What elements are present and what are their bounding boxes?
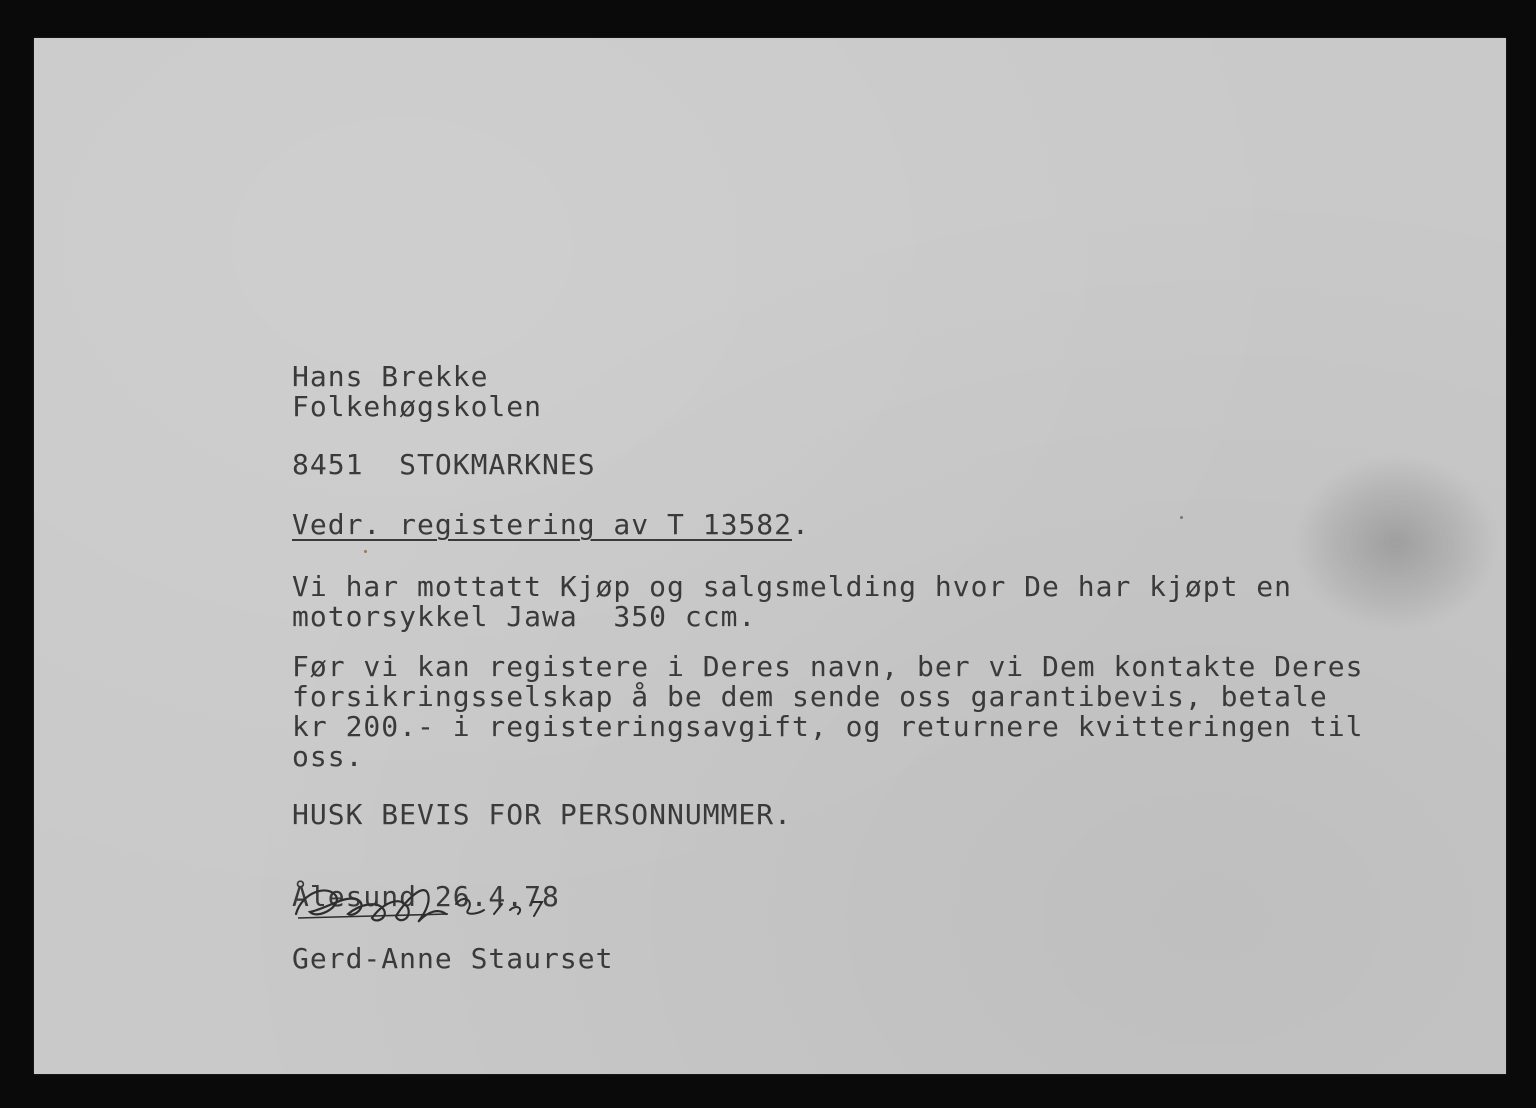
speck [1180,516,1183,519]
ink-smudge [1296,458,1496,628]
signatory-name: Gerd-Anne Staurset [292,942,614,975]
paragraph-2-line-1: Før vi kan registere i Deres navn, ber vi Dem kontakte Deres [292,650,1364,683]
paragraph-2-line-3: kr 200.- i registeringsavgift, og returnere kvitteringen til [292,710,1364,743]
recipient-org: Folkehøgskolen [292,390,543,423]
handwritten-signature [288,874,588,934]
speck [364,550,367,553]
letter-sheet [34,38,1506,1074]
subject-line [292,508,810,542]
reminder-line: HUSK BEVIS FOR PERSONNUMMER. [292,798,793,831]
paragraph-2-line-2: forsikringsselskap å be dem sende oss garantibevis, betale [292,680,1328,713]
paragraph-1-line-2: motorsykkel Jawa 350 ccm. [292,600,757,633]
place-date: Ålesund 26.4.78 [292,880,560,913]
paragraph-1-line-1: Vi har mottatt Kjøp og salgsmelding hvor De har kjøpt en [292,570,1293,603]
recipient-city: 8451 STOKMARKNES [292,448,596,481]
subject-text: Vedr. registering av T 13582 [292,508,793,541]
subject-period: . [792,508,810,541]
paragraph-2-line-4: oss. [292,740,364,773]
recipient-name: Hans Brekke [292,360,489,393]
